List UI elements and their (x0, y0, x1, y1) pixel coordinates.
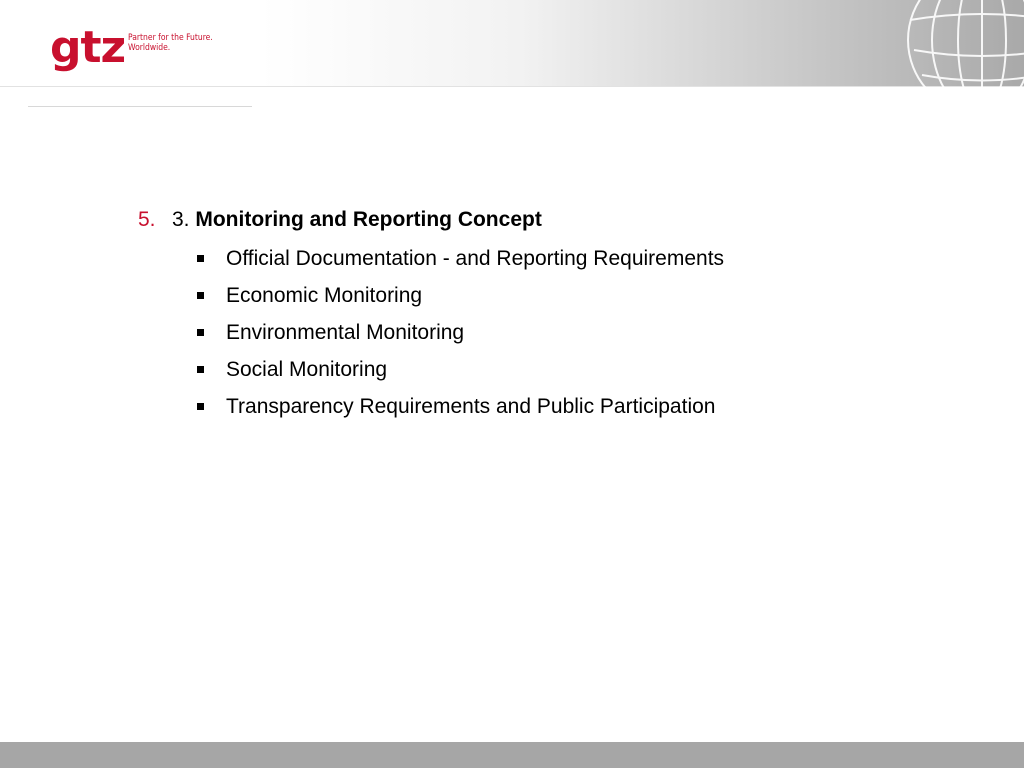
square-bullet-icon (197, 292, 204, 299)
list-item (138, 351, 918, 388)
square-bullet-icon (197, 366, 204, 373)
bullet-text: Environmental Monitoring (226, 321, 465, 344)
section-title: Monitoring and Reporting Concept (195, 208, 542, 231)
list-item (138, 314, 918, 351)
section-prefix: 3. (172, 208, 190, 231)
slide-content (138, 206, 918, 425)
tagline-line-2: Worldwide. (128, 43, 171, 53)
square-bullet-icon (197, 255, 204, 262)
bullet-list (138, 240, 918, 425)
globe-icon (892, 0, 1024, 88)
bullet-text: Transparency Requirements and Public Participation (226, 395, 716, 418)
section-number: 5. (138, 208, 156, 231)
footer-bar (0, 742, 1024, 768)
bullet-text: Economic Monitoring (226, 284, 423, 307)
square-bullet-icon (197, 329, 204, 336)
bullet-text: Social Monitoring (226, 358, 388, 381)
header-divider (28, 106, 252, 107)
logo-tagline (128, 33, 213, 53)
header-banner (0, 0, 1024, 87)
square-bullet-icon (197, 403, 204, 410)
bullet-text: Official Documentation - and Reporting Requirements (226, 247, 725, 270)
tagline-line-1: Partner for the Future. (128, 33, 213, 43)
section-heading (138, 206, 918, 234)
list-item (138, 277, 918, 314)
list-item (138, 240, 918, 277)
logo-wordmark: gtz (50, 22, 126, 73)
list-item (138, 388, 918, 425)
